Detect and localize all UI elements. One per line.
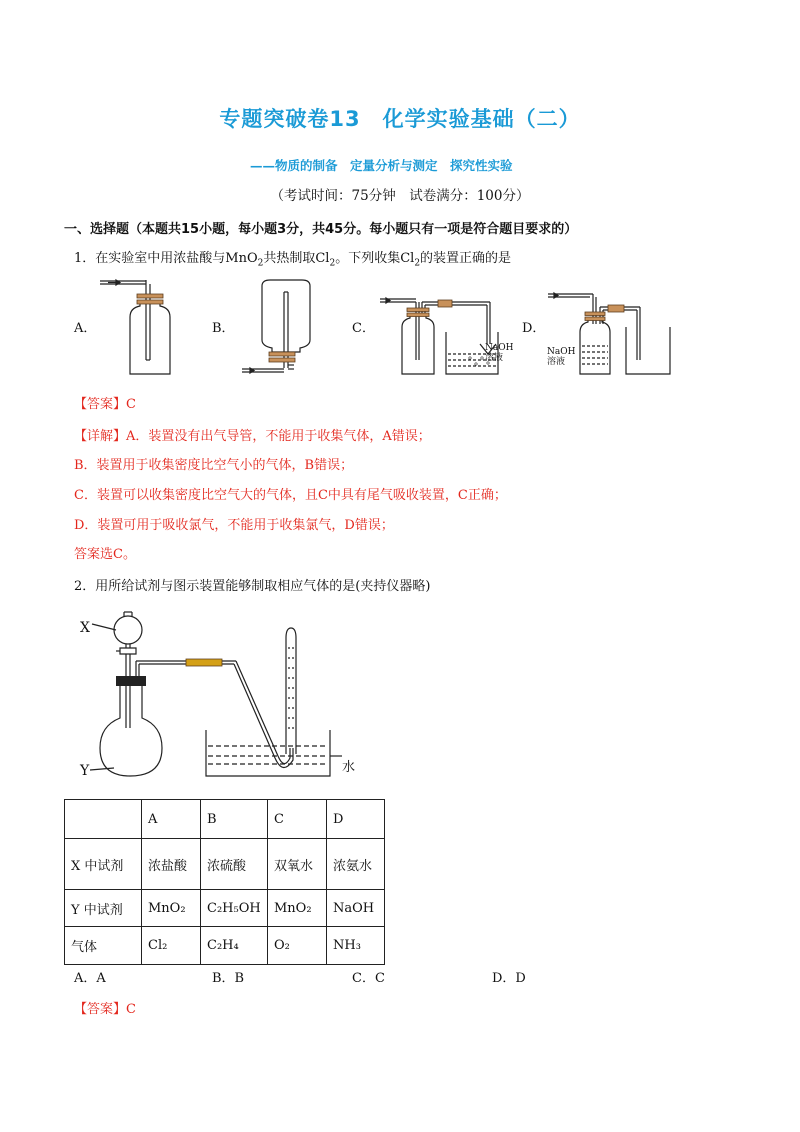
q1-detail-line: 答案选C。 (74, 547, 136, 562)
q2-label-x: X (80, 620, 90, 636)
table-cell: C (268, 800, 327, 839)
table-cell: Cl₂ (142, 927, 201, 965)
table-cell: C₂H₄ (201, 927, 268, 965)
table-cell: 气体 (65, 927, 142, 965)
table-cell: B (201, 800, 268, 839)
q2-apparatus-figure (90, 608, 350, 788)
q1-d-naoh-label: NaOH 溶液 (547, 347, 576, 367)
q1-detail-line: D．装置可用于吸收氯气，不能用于收集氯气，D错误； (74, 518, 394, 533)
q1-option-c-label: C． (352, 321, 375, 336)
section-heading: 一、选择题（本题共15小题，每小题3分，共45分。每小题只有一项是符合题目要求的） (64, 222, 578, 237)
q1-option-a-label: A． (74, 321, 97, 336)
q1-stem: 1．在实验室中用浓盐酸与MnO$_2$共热制取$Cl_2$。下列收集$Cl_2$的装置正确的是 (74, 251, 512, 269)
table-cell: 浓硫酸 (201, 839, 268, 890)
table-cell (65, 800, 142, 839)
q1-detail-line: B．装置用于收集密度比空气小的气体，B错误； (74, 458, 354, 473)
exam-info: （考试时间：75分钟 试卷满分：100分） (270, 188, 530, 204)
table-cell: NH₃ (327, 927, 385, 965)
q1-c-naoh-label: NaOH 溶液 (485, 343, 514, 363)
table-cell: A (142, 800, 201, 839)
round-flask (100, 686, 162, 776)
table-cell: 双氧水 (268, 839, 327, 890)
page-title: 专题突破卷13 化学实验基础（二） (219, 107, 581, 131)
apparatus-c-bottle (380, 298, 498, 374)
table-cell: 浓氨水 (327, 839, 385, 890)
q1-option-b-label: B． (212, 321, 235, 336)
table-cell: Y 中试剂 (65, 890, 142, 927)
table-cell: X 中试剂 (65, 839, 142, 890)
table-cell: D (327, 800, 385, 839)
table-cell: NaOH (327, 890, 385, 927)
q2-label-y: Y (80, 763, 90, 779)
q1-answer: 【答案】C (74, 397, 136, 412)
q2-stem: 2．用所给试剂与图示装置能够制取相应气体的是(夹持仪器略) (74, 579, 431, 594)
q1-detail-line: 【详解】A．装置没有出气导管，不能用于收集气体，A错误； (74, 429, 431, 444)
q2-choice-a: A．A (74, 971, 106, 986)
q2-choice-c: C．C (352, 971, 385, 986)
table-cell: 浓盐酸 (142, 839, 201, 890)
funnel-bulb (114, 616, 142, 644)
table-cell: MnO₂ (142, 890, 201, 927)
q1-option-d-label: D． (522, 321, 546, 336)
rubber-connector (186, 659, 222, 666)
q1-apparatus-figure (90, 272, 690, 384)
q2-label-water: 水 (342, 760, 356, 775)
q2-choice-d: D．D (492, 971, 526, 986)
flask-stopper (116, 676, 146, 686)
q2-reagent-table (64, 799, 385, 965)
q2-choice-b: B．B (212, 971, 245, 986)
table-cell: C₂H₅OH (201, 890, 268, 927)
q2-answer: 【答案】C (74, 1002, 136, 1017)
table-cell: MnO₂ (268, 890, 327, 927)
table-cell: O₂ (268, 927, 327, 965)
q1-detail-line: C．装置可以收集密度比空气大的气体，且C中具有尾气吸收装置，C正确； (74, 488, 507, 503)
page-subtitle: ——物质的制备 定量分析与测定 探究性实验 (250, 158, 513, 173)
